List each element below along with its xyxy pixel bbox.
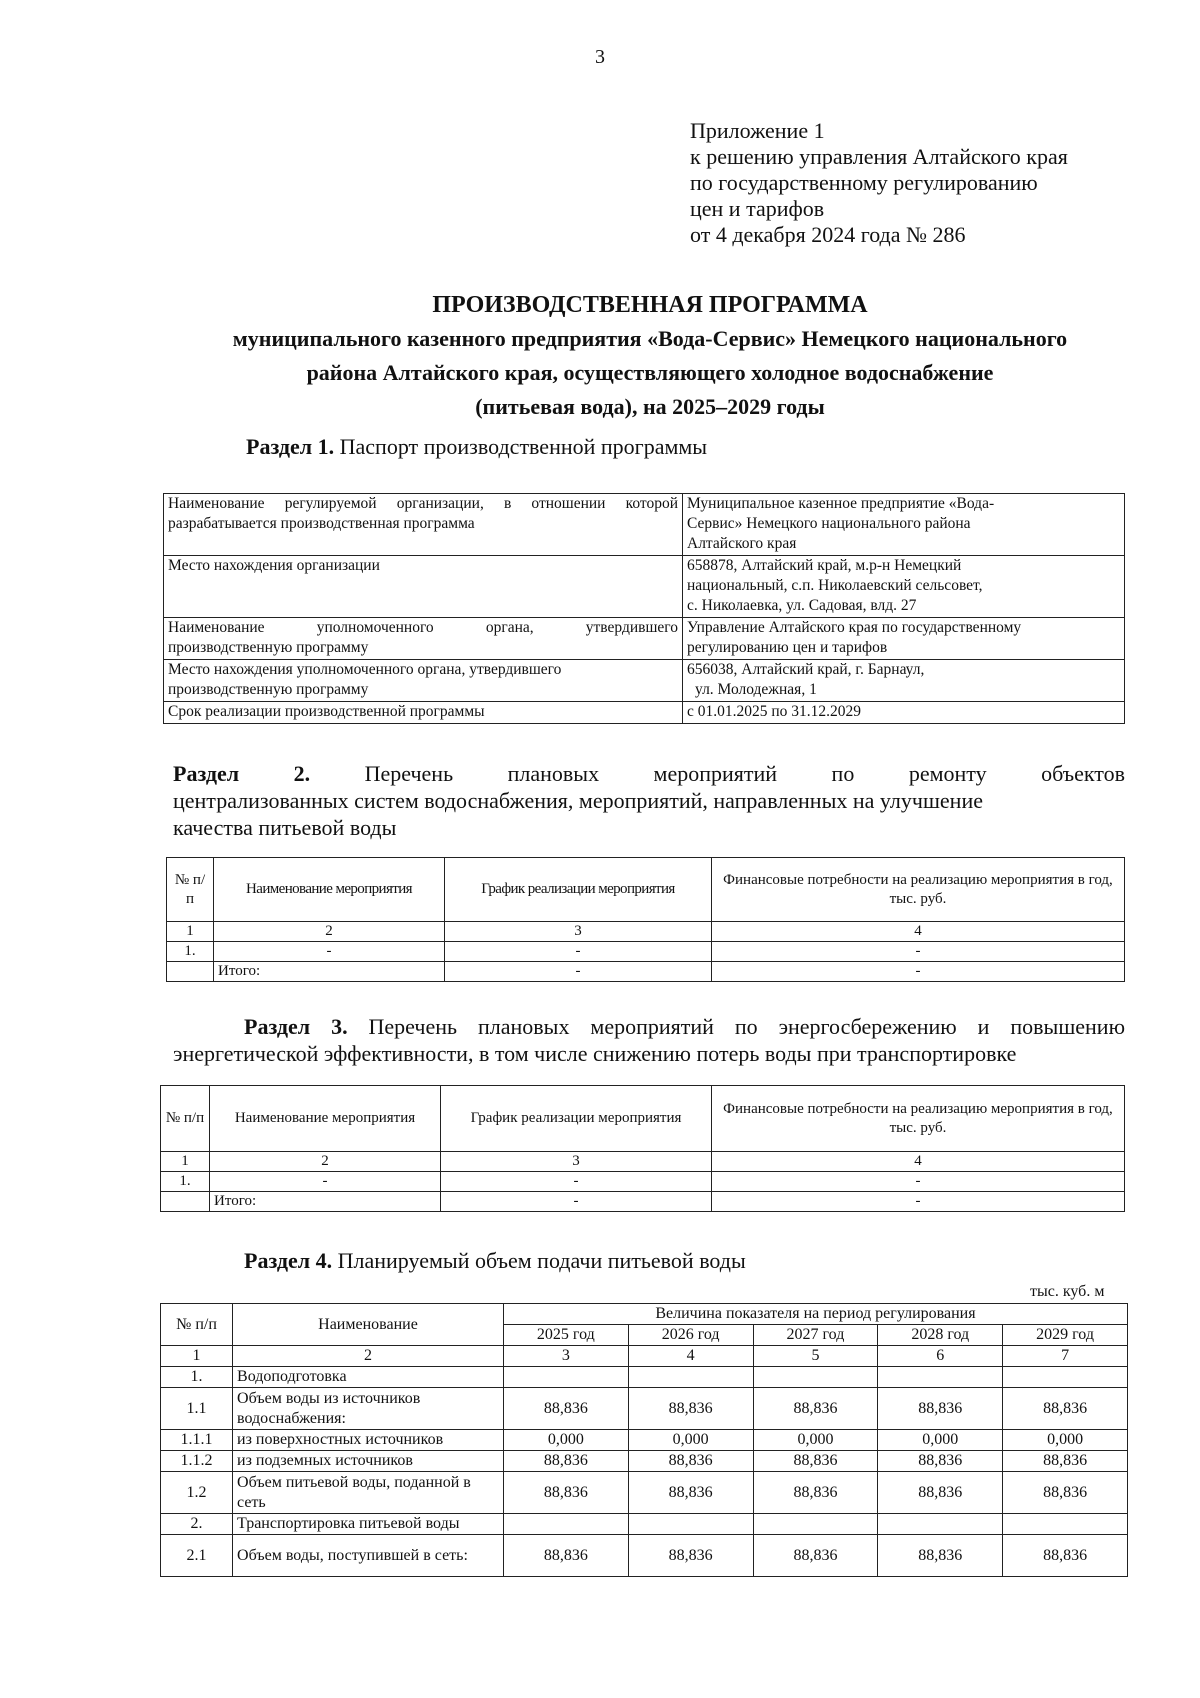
section3-label: Раздел 3. <box>244 1014 348 1039</box>
section2-line <box>173 760 1125 787</box>
table-cell: Транспортировка питьевой воды <box>233 1514 504 1535</box>
table-row <box>167 962 1125 982</box>
table-cell: 1. <box>161 1367 233 1388</box>
table-cell <box>1003 1514 1128 1535</box>
header-cell: График реализации мероприятия <box>445 858 712 922</box>
section3-heading <box>173 1013 1125 1067</box>
header-cell: 2029 год <box>1003 1325 1128 1346</box>
header-cell: Наименование мероприятия <box>210 1086 441 1152</box>
table-header-row <box>161 1304 1128 1325</box>
table-cell: 1 <box>161 1152 210 1172</box>
table-cell: - <box>712 1192 1125 1212</box>
table-cell: 88,836 <box>878 1451 1003 1472</box>
section3-line <box>173 1013 1125 1040</box>
table-cell: 1.1 <box>161 1388 233 1430</box>
table-cell: - <box>210 1172 441 1192</box>
table-cell: 3 <box>503 1346 628 1367</box>
cell-text: с 01.01.2025 по 31.12.2029 <box>687 703 862 720</box>
table-cell: 0,000 <box>753 1430 878 1451</box>
table-cell <box>683 702 1125 724</box>
header-cell: Наименование мероприятия <box>214 858 445 922</box>
table-row <box>161 1367 1128 1388</box>
table-cell: 2 <box>214 922 445 942</box>
table-cell: 7 <box>1003 1346 1128 1367</box>
table-cell <box>878 1367 1003 1388</box>
cell-text: Место нахождения организации <box>168 557 380 574</box>
table-row <box>161 1346 1128 1367</box>
table-cell: 4 <box>628 1346 753 1367</box>
table-cell <box>628 1514 753 1535</box>
table-cell: 1.1.1 <box>161 1430 233 1451</box>
page-number: 3 <box>595 46 605 68</box>
appendix-line: Приложение 1 <box>690 118 825 143</box>
cell-text: Место нахождения уполномоченного органа, утвердившего <box>168 661 562 678</box>
cell-text: производственную программу <box>168 681 369 698</box>
table-row <box>167 942 1125 962</box>
table-cell: 6 <box>878 1346 1003 1367</box>
table-cell: 3 <box>441 1152 712 1172</box>
table-row <box>161 1192 1125 1212</box>
section4-heading <box>244 1247 746 1274</box>
table-row <box>161 1152 1125 1172</box>
section3-text: Перечень плановых мероприятий по энергосбережению и повышению <box>368 1014 1126 1039</box>
cell-text: Управление Алтайского края по государственному <box>687 619 1022 636</box>
units-label: тыс. куб. м <box>1030 1283 1105 1300</box>
table-cell: 88,836 <box>503 1451 628 1472</box>
cell-text: 656038, Алтайский край, г. Барнаул, <box>687 661 925 678</box>
header-cell: 2028 год <box>878 1325 1003 1346</box>
table-header-row <box>167 858 1125 922</box>
table-row <box>161 1388 1128 1430</box>
cell-text: Муниципальное казенное предприятие «Вода- <box>687 495 995 512</box>
table-cell: 88,836 <box>753 1388 878 1430</box>
table-cell: 1 <box>161 1346 233 1367</box>
table-cell: 88,836 <box>1003 1388 1128 1430</box>
cell-text: 658878, Алтайский край, м.р-н Немецкий <box>687 557 962 574</box>
section1-heading <box>246 433 707 460</box>
section4-label: Раздел 4. <box>244 1248 333 1273</box>
table-cell: 88,836 <box>628 1535 753 1577</box>
table-cell: Объем воды из источников водоснабжения: <box>233 1388 504 1430</box>
header-cell: Финансовые потребности на реализацию мероприятия в год, тыс. руб. <box>712 858 1125 922</box>
table-cell: 1.1.2 <box>161 1451 233 1472</box>
table-row <box>164 494 1125 556</box>
header-cell: 2025 год <box>503 1325 628 1346</box>
table-cell: Итого: <box>210 1192 441 1212</box>
cell-text: производственную программу <box>168 639 369 656</box>
table-cell: 0,000 <box>503 1430 628 1451</box>
table-row <box>161 1451 1128 1472</box>
table-cell: 4 <box>712 1152 1125 1172</box>
table-cell: 88,836 <box>878 1388 1003 1430</box>
cell-text: Наименование регулируемой организации, в отношении которой <box>168 495 678 512</box>
table-cell: - <box>712 962 1125 982</box>
table-cell: 88,836 <box>503 1388 628 1430</box>
table-row <box>161 1535 1128 1577</box>
table-cell <box>1003 1367 1128 1388</box>
table-row <box>164 556 1125 618</box>
table-cell <box>164 702 683 724</box>
table-cell: Водоподготовка <box>233 1367 504 1388</box>
table-cell: 2. <box>161 1514 233 1535</box>
appendix-block <box>690 118 1068 248</box>
section2-text: Перечень плановых мероприятий по ремонту объектов <box>364 761 1125 786</box>
cell-text: национальный, с.п. Николаевский сельсовет, <box>687 577 983 594</box>
appendix-line: от 4 декабря 2024 года № 286 <box>690 222 966 247</box>
appendix-line: цен и тарифов <box>690 196 825 221</box>
header-cell: 2027 год <box>753 1325 878 1346</box>
title-main: ПРОИЗВОДСТВЕННАЯ ПРОГРАММА <box>432 292 868 318</box>
table-cell: из подземных источников <box>233 1451 504 1472</box>
table-cell: 5 <box>753 1346 878 1367</box>
repair-measures-table <box>166 857 1125 982</box>
cell-text: разрабатывается производственная программа <box>168 515 475 532</box>
table-cell: - <box>712 942 1125 962</box>
table-cell <box>683 618 1125 660</box>
cell-text: Срок реализации производственной программы <box>168 703 485 720</box>
table-cell: Объем воды, поступившей в сеть: <box>233 1535 504 1577</box>
table-header-row <box>161 1086 1125 1152</box>
table-cell: 2.1 <box>161 1535 233 1577</box>
cell-text: ул. Молодежная, 1 <box>695 681 817 698</box>
section4-text: Планируемый объем подачи питьевой воды <box>337 1248 746 1273</box>
table-cell: - <box>214 942 445 962</box>
table-row <box>161 1172 1125 1192</box>
table-cell: Итого: <box>214 962 445 982</box>
table-cell: 3 <box>445 922 712 942</box>
table-cell: 1. <box>161 1172 210 1192</box>
header-cell: 2026 год <box>628 1325 753 1346</box>
table-cell <box>167 962 214 982</box>
table-cell: 0,000 <box>628 1430 753 1451</box>
title-line: муниципального казенного предприятия «Вода-Сервис» Немецкого национального <box>232 326 1068 351</box>
energy-measures-table <box>160 1085 1125 1212</box>
table-cell: Объем питьевой воды, поданной в сеть <box>233 1472 504 1514</box>
table-cell: 88,836 <box>1003 1472 1128 1514</box>
water-volume-table <box>160 1303 1128 1577</box>
table-cell: 4 <box>712 922 1125 942</box>
section1-label: Раздел 1. <box>246 434 335 459</box>
table-cell <box>164 556 683 618</box>
document-title <box>170 288 1130 424</box>
table-cell: 88,836 <box>503 1535 628 1577</box>
table-cell <box>683 494 1125 556</box>
appendix-line: по государственному регулированию <box>690 170 1038 195</box>
title-line: района Алтайского края, осуществляющего холодное водоснабжение <box>306 360 994 385</box>
table-cell: 88,836 <box>878 1535 1003 1577</box>
table-cell <box>164 618 683 660</box>
table-cell <box>753 1367 878 1388</box>
section2-label: Раздел 2. <box>173 761 311 786</box>
table-cell <box>503 1367 628 1388</box>
table-cell: - <box>445 962 712 982</box>
table-cell: 0,000 <box>878 1430 1003 1451</box>
table-cell: 1 <box>167 922 214 942</box>
table-cell <box>164 660 683 702</box>
appendix-line: к решению управления Алтайского края <box>690 144 1068 169</box>
table-cell: - <box>441 1192 712 1212</box>
table-cell: 2 <box>210 1152 441 1172</box>
table-cell <box>503 1514 628 1535</box>
table-cell: 1. <box>167 942 214 962</box>
cell-text: Алтайского края <box>687 535 797 552</box>
cell-text: регулированию цен и тарифов <box>687 639 888 656</box>
table-row <box>161 1430 1128 1451</box>
cell-text: Сервис» Немецкого национального района <box>687 515 971 532</box>
header-cell: Величина показателя на период регулирования <box>503 1304 1127 1325</box>
table-cell <box>878 1514 1003 1535</box>
table-row <box>161 1472 1128 1514</box>
section2-heading <box>173 760 1125 841</box>
table-cell: из поверхностных источников <box>233 1430 504 1451</box>
table-cell: 88,836 <box>628 1472 753 1514</box>
table-cell <box>628 1367 753 1388</box>
table-cell <box>683 556 1125 618</box>
table-cell: - <box>445 942 712 962</box>
table-cell <box>683 660 1125 702</box>
table-cell: 0,000 <box>1003 1430 1128 1451</box>
header-cell: № п/п <box>167 858 214 922</box>
header-cell: График реализации мероприятия <box>441 1086 712 1152</box>
table-row <box>167 922 1125 942</box>
table-cell: 88,836 <box>753 1451 878 1472</box>
header-cell: № п/п <box>161 1086 210 1152</box>
table-cell: 88,836 <box>1003 1535 1128 1577</box>
table-cell: 88,836 <box>753 1535 878 1577</box>
table-row <box>164 660 1125 702</box>
cell-text: Наименование уполномоченного органа, утвердившего <box>168 619 678 636</box>
table-cell: 88,836 <box>628 1451 753 1472</box>
table-row <box>164 618 1125 660</box>
table-cell: 88,836 <box>503 1472 628 1514</box>
table-cell: - <box>712 1172 1125 1192</box>
table-cell: - <box>441 1172 712 1192</box>
header-cell: Наименование <box>233 1304 504 1346</box>
section2-line: качества питьевой воды <box>173 815 397 840</box>
table-cell <box>164 494 683 556</box>
table-row <box>164 702 1125 724</box>
section3-line: энергетической эффективности, в том числе снижению потерь воды при транспортировке <box>173 1041 1017 1066</box>
table-cell <box>753 1514 878 1535</box>
header-cell: № п/п <box>161 1304 233 1346</box>
table-cell: 1.2 <box>161 1472 233 1514</box>
section2-line: централизованных систем водоснабжения, мероприятий, направленных на улучшение <box>173 788 983 813</box>
table-cell: 88,836 <box>628 1388 753 1430</box>
table-cell: 88,836 <box>1003 1451 1128 1472</box>
cell-text: с. Николаевка, ул. Садовая, влд. 27 <box>687 597 917 614</box>
table-cell: 88,836 <box>753 1472 878 1514</box>
table-cell: 88,836 <box>878 1472 1003 1514</box>
header-cell: Финансовые потребности на реализацию мероприятия в год, тыс. руб. <box>712 1086 1125 1152</box>
table-cell <box>161 1192 210 1212</box>
section1-text: Паспорт производственной программы <box>339 434 708 459</box>
title-line: (питьевая вода), на 2025–2029 годы <box>475 394 825 419</box>
table-row <box>161 1514 1128 1535</box>
passport-table <box>163 493 1125 724</box>
table-cell: 2 <box>233 1346 504 1367</box>
